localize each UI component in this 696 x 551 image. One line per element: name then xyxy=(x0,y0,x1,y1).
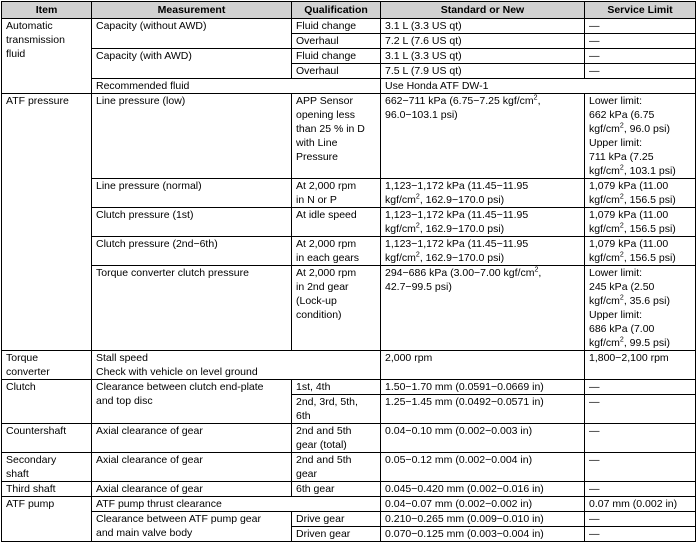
qualification-cell: Driven gear xyxy=(292,527,381,542)
measurement-clutch-clearance: Clearance between clutch end-plate and top disc xyxy=(92,380,292,424)
standard-cell: Use Honda ATF DW-1 xyxy=(381,79,696,94)
limit-cell: — xyxy=(585,512,696,527)
item-atf: Automatic transmission fluid xyxy=(2,19,92,94)
qualification-cell: 1st, 4th xyxy=(292,380,381,395)
standard-cell: 1.50−1.70 mm (0.0591−0.0669 in) xyxy=(381,380,585,395)
qualification-cell: At 2,000 rpm in N or P xyxy=(292,179,381,208)
item-atf-pressure: ATF pressure xyxy=(2,94,92,351)
standard-cell: 0.070−0.125 mm (0.003−0.004 in) xyxy=(381,527,585,542)
standard-cell: 2,000 rpm xyxy=(381,351,585,380)
limit-cell: 0.07 mm (0.002 in) xyxy=(585,497,696,512)
table-row xyxy=(2,19,696,34)
table-row xyxy=(2,380,696,395)
limit-cell: 1,079 kPa (11.00 kgf/$cm^2$, 156.5 psi) xyxy=(585,237,696,266)
item-clutch: Clutch xyxy=(2,380,92,424)
table-row xyxy=(2,497,696,512)
standard-cell: 3.1 L (3.3 US qt) xyxy=(381,49,585,64)
header-item: Item xyxy=(2,2,92,19)
measurement-pump-thrust-clearance: ATF pump thrust clearance xyxy=(92,497,381,512)
limit-cell: — xyxy=(585,19,696,34)
table-row xyxy=(2,266,696,351)
table-row xyxy=(2,424,696,453)
header-standard: Standard or New xyxy=(381,2,585,19)
standard-cell: 0.05−0.12 mm (0.002−0.004 in) xyxy=(381,453,585,482)
specifications-table xyxy=(1,1,696,542)
standard-cell: 7.5 L (7.9 US qt) xyxy=(381,64,585,79)
measurement-capacity-awd: Capacity (with AWD) xyxy=(92,49,292,79)
table-row xyxy=(2,351,696,380)
table-row xyxy=(2,49,696,64)
standard-cell: 7.2 L (7.6 US qt) xyxy=(381,34,585,49)
standard-cell: 0.04−0.07 mm (0.002−0.002 in) xyxy=(381,497,585,512)
measurement-axial-clearance: Axial clearance of gear xyxy=(92,453,292,482)
table-row xyxy=(2,453,696,482)
standard-cell: 0.210−0.265 mm (0.009−0.010 in) xyxy=(381,512,585,527)
standard-cell: 3.1 L (3.3 US qt) xyxy=(381,19,585,34)
limit-cell: 1,800−2,100 rpm xyxy=(585,351,696,380)
limit-cell: — xyxy=(585,395,696,424)
limit-cell: — xyxy=(585,527,696,542)
measurement-axial-clearance: Axial clearance of gear xyxy=(92,424,292,453)
qualification-cell: Drive gear xyxy=(292,512,381,527)
limit-cell: Lower limit: 662 kPa (6.75 kgf/$cm^2$, 96.0 psi) Upper limit: 711 kPa (7.25 kgf/$cm^2$, 103.1 psi) xyxy=(585,94,696,179)
standard-cell: 1,123−1,172 kPa (11.45−11.95 kgf/$cm^2$, 162.9−170.0 psi) xyxy=(381,179,585,208)
limit-cell: Lower limit: 245 kPa (2.50 kgf/$cm^2$, 35.6 psi) Upper limit: 686 kPa (7.00 kgf/$cm^2$, 99.5 psi) xyxy=(585,266,696,351)
measurement-capacity-no-awd: Capacity (without AWD) xyxy=(92,19,292,49)
item-secondary-shaft: Secondary shaft xyxy=(2,453,92,482)
qualification-cell: APP Sensor opening less than 25 % in D with Line Pressure xyxy=(292,94,381,179)
measurement-axial-clearance: Axial clearance of gear xyxy=(92,482,292,497)
qualification-cell: 6th gear xyxy=(292,482,381,497)
standard-cell: 0.04−0.10 mm (0.002−0.003 in) xyxy=(381,424,585,453)
qualification-cell: At 2,000 rpm in 2nd gear (Lock-up condition) xyxy=(292,266,381,351)
measurement-recommended-fluid: Recommended fluid xyxy=(92,79,381,94)
limit-cell: — xyxy=(585,64,696,79)
qualification-cell: Fluid change xyxy=(292,19,381,34)
measurement-clutch-pressure-2nd-6th: Clutch pressure (2nd−6th) xyxy=(92,237,292,266)
table-row xyxy=(2,208,696,237)
limit-cell: 1,079 kPa (11.00 kgf/$cm^2$, 156.5 psi) xyxy=(585,208,696,237)
limit-cell: — xyxy=(585,424,696,453)
table-row xyxy=(2,94,696,179)
qualification-cell: Overhaul xyxy=(292,64,381,79)
limit-cell: — xyxy=(585,49,696,64)
measurement-torque-converter-clutch-pressure: Torque converter clutch pressure xyxy=(92,266,292,351)
limit-cell: — xyxy=(585,482,696,497)
header-row xyxy=(2,2,696,19)
table-row xyxy=(2,482,696,497)
header-measurement: Measurement xyxy=(92,2,292,19)
limit-cell: — xyxy=(585,34,696,49)
table-row xyxy=(2,237,696,266)
header-qualification: Qualification xyxy=(292,2,381,19)
qualification-cell: 2nd, 3rd, 5th, 6th xyxy=(292,395,381,424)
measurement-line-pressure-low: Line pressure (low) xyxy=(92,94,292,179)
qualification-cell: At idle speed xyxy=(292,208,381,237)
standard-cell: 294−686 kPa (3.00−7.00 kgf/$cm^2$, 42.7−99.5 psi) xyxy=(381,266,585,351)
table-row xyxy=(2,179,696,208)
limit-cell: 1,079 kPa (11.00 kgf/$cm^2$, 156.5 psi) xyxy=(585,179,696,208)
standard-cell: 1,123−1,172 kPa (11.45−11.95 kgf/$cm^2$, 162.9−170.0 psi) xyxy=(381,208,585,237)
table-row xyxy=(2,512,696,527)
standard-cell: 0.045−0.420 mm (0.002−0.016 in) xyxy=(381,482,585,497)
standard-cell: 662−711 kPa (6.75−7.25 kgf/$cm^2$, 96.0−103.1 psi) xyxy=(381,94,585,179)
item-countershaft: Countershaft xyxy=(2,424,92,453)
measurement-line-pressure-normal: Line pressure (normal) xyxy=(92,179,292,208)
item-third-shaft: Third shaft xyxy=(2,482,92,497)
limit-cell: — xyxy=(585,453,696,482)
qualification-cell: At 2,000 rpm in each gears xyxy=(292,237,381,266)
standard-cell: 1.25−1.45 mm (0.0492−0.0571 in) xyxy=(381,395,585,424)
qualification-cell: 2nd and 5th gear (total) xyxy=(292,424,381,453)
limit-cell: — xyxy=(585,380,696,395)
qualification-cell: Overhaul xyxy=(292,34,381,49)
measurement-pump-gear-clearance: Clearance between ATF pump gear and main valve body xyxy=(92,512,292,542)
qualification-cell: Fluid change xyxy=(292,49,381,64)
measurement-stall-speed: Stall speed Check with vehicle on level ground xyxy=(92,351,381,380)
header-service-limit: Service Limit xyxy=(585,2,696,19)
measurement-clutch-pressure-1st: Clutch pressure (1st) xyxy=(92,208,292,237)
item-torque-converter: Torque converter xyxy=(2,351,92,380)
table-row xyxy=(2,79,696,94)
item-atf-pump: ATF pump xyxy=(2,497,92,542)
qualification-cell: 2nd and 5th gear xyxy=(292,453,381,482)
standard-cell: 1,123−1,172 kPa (11.45−11.95 kgf/$cm^2$, 162.9−170.0 psi) xyxy=(381,237,585,266)
